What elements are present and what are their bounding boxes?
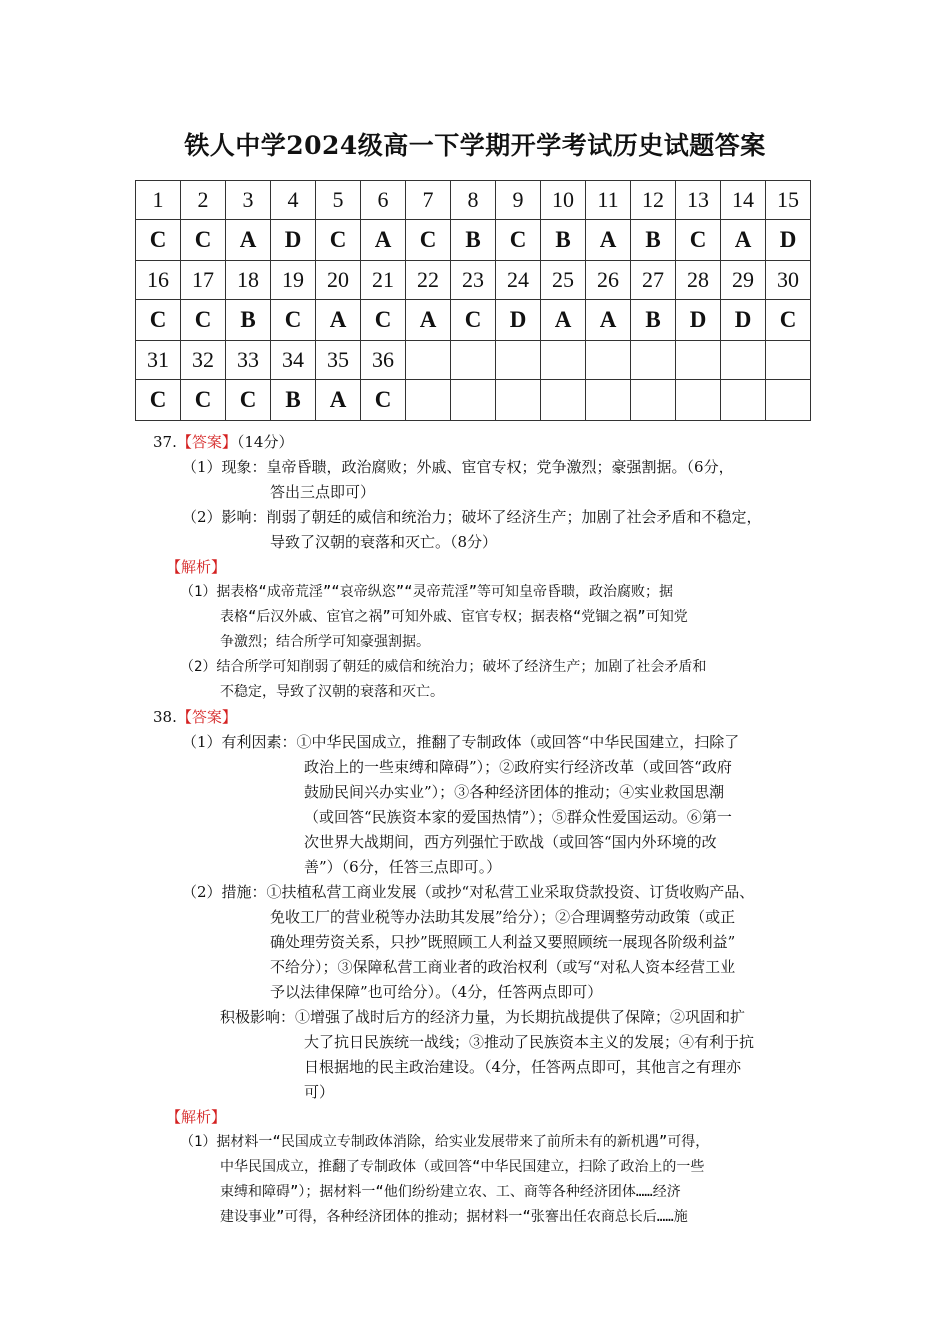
q37-analysis-line: （1）据表格“成帝荒淫”“哀帝纵恣”“灵帝荒淫”等可知皇帝昏聩，政治腐败；据 — [180, 584, 673, 600]
question-number-cell — [631, 341, 676, 380]
q38-number: 38. — [153, 708, 177, 726]
question-number-cell: 30 — [766, 261, 811, 300]
question-number-cell: 25 — [541, 261, 586, 300]
answer-letter-cell: B — [451, 220, 496, 261]
q38-answer-line: 不给分）；③保障私营工商业者的政治权利（或写“对私人资本经营工业 — [270, 958, 736, 976]
answer-letter-cell — [451, 380, 496, 421]
answer-letter-cell: C — [316, 220, 361, 261]
answer-letter-cell — [631, 380, 676, 421]
q37-analysis-tag: 【解析】 — [166, 558, 227, 576]
q38-analysis-line: （1）据材料一“民国成立专制政体消除，给实业发展带来了前所未有的新机遇”可得， — [180, 1134, 710, 1150]
q38-answer-line: 确处理劳资关系，只抄”既照顾工人利益又要照顾统一展现各阶级利益” — [270, 933, 736, 951]
answer-letter-cell: C — [136, 220, 181, 261]
q37-answer-line: 答出三点即可） — [270, 483, 376, 501]
answer-letter-cell: A — [316, 300, 361, 341]
q37-analysis-line: 不稳定，导致了汉朝的衰落和灭亡。 — [220, 684, 444, 700]
answer-letter-cell: D — [766, 220, 811, 261]
q37-score: （14分） — [236, 433, 294, 451]
question-number-cell: 29 — [721, 261, 766, 300]
answer-letter-cell: C — [451, 300, 496, 341]
question-number-cell: 36 — [361, 341, 406, 380]
question-number-cell: 7 — [406, 181, 451, 220]
question-number-cell: 16 — [136, 261, 181, 300]
question-number-cell: 27 — [631, 261, 676, 300]
answer-letter-cell — [541, 380, 586, 421]
q37-answer — [182, 455, 762, 555]
q38-answer-line: 大了抗日民族统一战线；③推动了民族资本主义的发展；④有利于抗 — [304, 1033, 755, 1051]
q38-answer-line: （1）有利因素：①中华民国成立，推翻了专制政体（或回答“中华民国建立，扫除了 — [182, 733, 740, 751]
q37-answer-line: （1）现象：皇帝昏聩，政治腐败；外戚、宦官专权；党争激烈；豪强割据。（6分， — [182, 458, 734, 476]
q38-analysis-tag: 【解析】 — [166, 1108, 227, 1126]
q37-analysis-line: 争激烈；结合所学可知豪强割据。 — [220, 634, 430, 650]
question-number-row — [136, 261, 811, 300]
question-number-cell: 28 — [676, 261, 721, 300]
question-number-cell: 34 — [271, 341, 316, 380]
answer-table — [135, 180, 811, 421]
q37-analysis-line: （2）结合所学可知削弱了朝廷的威信和统治力；破坏了经济生产；加剧了社会矛盾和 — [180, 659, 707, 675]
question-number-cell: 8 — [451, 181, 496, 220]
q38-header — [153, 705, 237, 730]
question-number-cell: 3 — [226, 181, 271, 220]
question-number-cell: 20 — [316, 261, 361, 300]
answer-letter-cell: C — [136, 300, 181, 341]
q38-answer-line: （或回答“民族资本家的爱国热情”）；⑤群众性爱国运动。⑥第一 — [304, 808, 732, 826]
answer-letter-cell: D — [271, 220, 316, 261]
answer-letter-cell: B — [226, 300, 271, 341]
question-number-cell: 26 — [586, 261, 631, 300]
answer-letter-cell: A — [361, 220, 406, 261]
q38-analysis-line: 束缚和障碍”）；据材料一“他们纷纷建立农、工、商等各种经济团体……经济 — [220, 1184, 681, 1200]
question-number-cell: 1 — [136, 181, 181, 220]
answer-letter-cell: B — [541, 220, 586, 261]
q38-analysis-line: 建设事业”可得，各种经济团体的推动；据材料一“张謇出任农商总长后……施 — [220, 1209, 688, 1225]
question-number-cell: 6 — [361, 181, 406, 220]
answer-letter-cell: A — [721, 220, 766, 261]
answer-letter-cell: D — [721, 300, 766, 341]
answer-letter-row — [136, 300, 811, 341]
answer-letter-cell — [406, 380, 451, 421]
question-number-cell: 13 — [676, 181, 721, 220]
q38-answer-line: （2）措施：①扶植私营工商业发展（或抄“对私营工业采取贷款投资、订货收购产品、 — [182, 883, 755, 901]
answer-letter-cell: C — [406, 220, 451, 261]
answer-letter-cell — [586, 380, 631, 421]
question-number-cell: 9 — [496, 181, 541, 220]
q38-answer-line: 善”）（6分，任答三点即可。） — [304, 858, 502, 876]
answer-letter-cell: C — [181, 380, 226, 421]
answer-letter-cell: A — [226, 220, 271, 261]
answer-letter-cell: B — [271, 380, 316, 421]
answer-letter-cell: B — [631, 220, 676, 261]
answer-letter-cell — [496, 380, 541, 421]
answer-letter-cell — [721, 380, 766, 421]
question-number-row — [136, 341, 811, 380]
q38-answer-line: 日根据地的民主政治建设。（4分，任答两点即可，其他言之有理亦 — [304, 1058, 742, 1076]
question-number-cell: 14 — [721, 181, 766, 220]
question-number-cell — [586, 341, 631, 380]
question-number-cell: 24 — [496, 261, 541, 300]
answer-letter-cell: A — [406, 300, 451, 341]
question-number-cell — [766, 341, 811, 380]
question-number-row — [136, 181, 811, 220]
question-number-cell: 32 — [181, 341, 226, 380]
q37-analysis — [180, 580, 706, 705]
question-number-cell: 35 — [316, 341, 361, 380]
question-number-cell: 21 — [361, 261, 406, 300]
question-number-cell: 5 — [316, 181, 361, 220]
question-number-cell: 23 — [451, 261, 496, 300]
answer-letter-cell: A — [586, 300, 631, 341]
q38-answer-line: 免收工厂的营业税等办法助其发展”给分）；②合理调整劳动政策（或正 — [270, 908, 736, 926]
answer-letter-cell: D — [676, 300, 721, 341]
question-number-cell — [496, 341, 541, 380]
answer-letter-cell: A — [541, 300, 586, 341]
question-number-cell: 2 — [181, 181, 226, 220]
answer-letter-cell: D — [496, 300, 541, 341]
q38-answer-tag: 【答案】 — [176, 708, 237, 726]
answer-letter-cell: C — [361, 380, 406, 421]
q38-answer-line: 积极影响：①增强了战时后方的经济力量，为长期抗战提供了保障；②巩固和扩 — [220, 1008, 746, 1026]
q37-header — [153, 430, 293, 455]
answer-letter-cell: C — [361, 300, 406, 341]
question-number-cell: 18 — [226, 261, 271, 300]
answer-letter-cell: C — [181, 220, 226, 261]
question-number-cell: 31 — [136, 341, 181, 380]
answer-letter-cell: C — [271, 300, 316, 341]
q37-answer-tag: 【答案】 — [176, 433, 237, 451]
q37-answer-line: 导致了汉朝的衰落和灭亡。（8分） — [270, 533, 498, 551]
q37-number: 37. — [153, 433, 177, 451]
question-number-cell — [406, 341, 451, 380]
q38-answer — [182, 730, 754, 1105]
answer-letter-cell: A — [316, 380, 361, 421]
answer-letter-cell: C — [676, 220, 721, 261]
question-number-cell: 33 — [226, 341, 271, 380]
answer-letter-row — [136, 380, 811, 421]
q37-analysis-line: 表格“后汉外戚、宦官之祸”可知外戚、宦官专权；据表格“党锢之祸”可知党 — [220, 609, 688, 625]
question-number-cell: 17 — [181, 261, 226, 300]
answer-letter-row — [136, 220, 811, 261]
question-number-cell — [451, 341, 496, 380]
answer-letter-cell — [676, 380, 721, 421]
question-number-cell: 4 — [271, 181, 316, 220]
answer-letter-cell: C — [181, 300, 226, 341]
q38-answer-line: 予以法律保障”也可给分）。（4分，任答两点即可） — [270, 983, 603, 1001]
q38-answer-line: 鼓励民间兴办实业”）；③各种经济团体的推动；④实业救国思潮 — [304, 783, 725, 801]
question-number-cell — [676, 341, 721, 380]
question-number-cell: 11 — [586, 181, 631, 220]
q38-analysis — [180, 1130, 709, 1230]
answer-letter-cell: C — [766, 300, 811, 341]
answer-letter-cell — [766, 380, 811, 421]
question-number-cell — [721, 341, 766, 380]
q37-answer-line: （2）影响：削弱了朝廷的威信和统治力；破坏了经济生产；加剧了社会矛盾和不稳定， — [182, 508, 762, 526]
q38-analysis-line: 中华民国成立，推翻了专制政体（或回答“中华民国建立，扫除了政治上的一些 — [220, 1159, 705, 1175]
page-title: 铁人中学2024级高一下学期开学考试历史试题答案 — [184, 131, 766, 160]
answer-letter-cell: A — [586, 220, 631, 261]
q38-answer-line: 次世界大战期间，西方列强忙于欧战（或回答“国内外环境的改 — [304, 833, 717, 851]
question-number-cell: 12 — [631, 181, 676, 220]
question-number-cell — [541, 341, 586, 380]
answer-letter-cell: B — [631, 300, 676, 341]
q38-answer-line: 政治上的一些束缚和障碍”）；②政府实行经济改革（或回答“政府 — [304, 758, 732, 776]
answer-letter-cell: C — [496, 220, 541, 261]
answer-letter-cell: C — [226, 380, 271, 421]
question-number-cell: 19 — [271, 261, 316, 300]
question-number-cell: 22 — [406, 261, 451, 300]
q38-answer-line: 可） — [304, 1083, 335, 1101]
question-number-cell: 15 — [766, 181, 811, 220]
answer-letter-cell: C — [136, 380, 181, 421]
question-number-cell: 10 — [541, 181, 586, 220]
